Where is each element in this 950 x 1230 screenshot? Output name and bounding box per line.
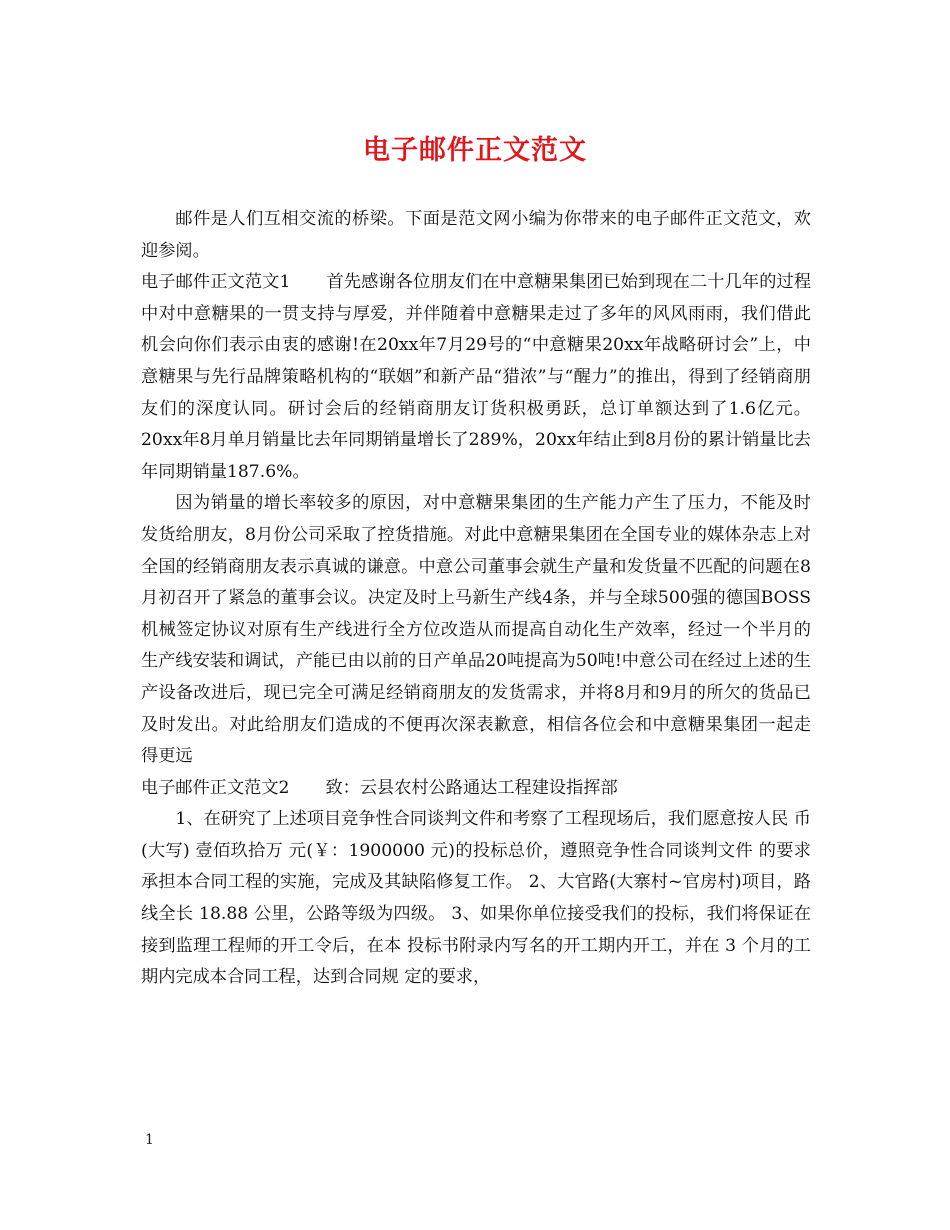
section-1-paragraph-2: 因为销量的增长率较多的原因，对中意糖果集团的生产能力产生了压力，不能及时发货给朋友，8月份公司采取了控货措施。对此中意糖果集团在全国专业的媒体杂志上对全国的经销商朋友表示真诚的谦意。中意公司董事会就生产量和发货量不匹配的问题在8月初召开了紧急的董事会议。决定及时上马新生产线4条，并与全球500强的德国BOSS机械签定协议对原有生产线进行全方位改造从而提高自动化生产效率，经过一个半月的生产线安装和调试，产能已由以前的日产单品20吨提高为50吨!中意公司在经过上述的生产设备改进后，现已完全可满足经销商朋友的发货需求，并将8月和9月的所欠的货品已及时发出。对此给朋友们造成的不便再次深表歉意，相信各位会和中意糖果集团一起走得更远 [141,493,811,767]
section-1-heading: 电子邮件正文范文1 [141,272,291,293]
document-title: 电子邮件正文范文 [363,135,587,166]
section-1-paragraph [141,267,811,488]
section-2-heading: 电子邮件正文范文2 [141,777,290,798]
section-1-text: 首先感谢各位朋友们在中意糖果集团已始到现在二十几年的过程中对中意糖果的一贯支持与厚爱，并伴随着中意糖果走过了多年的风风雨雨，我们借此机会向你们表示由衷的感谢!在20xx年7月29号的“中意糖果20xx年战略研讨会”上，中意糖果与先行品牌策略机构的“联姻”和新产品“猎浓”与“醒力”的推出，得到了经销商朋友们的深度认同。研讨会后的经销商朋友订货积极勇跃，总订单额达到了1.6亿元。20xx年8月单月销量比去年同期销量增长了289%，20xx年结止到8月份的累计销量比去年同期销量187.6%。 [141,272,812,482]
page-number: 1 [145,1132,154,1148]
section-2-paragraph-2: 1、在研究了上述项目竞争性合同谈判文件和考察了工程现场后，我们愿意按人民 币(大写) 壹佰玖拾万 元(￥：1900000 元)的投标总价，遵照竞争性合同谈判文件 的要求承担本合同工程的实施，完成及其缺陷修复工作。 2、大官路(大寨村~官房村)项目，路线全长 18.88 公里，公路等级为四级。 3、如果你单位接受我们的投标，我们将保证在接到监理工程师的开工令后，在本 投标书附录内写名的开工期内开工，并在 3 个月的工期内完成本合同工程，达到合同规 定的要求， [141,809,811,988]
section-2-addressee: 致：云县农村公路通达工程建设指挥部 [325,777,618,798]
intro-paragraph: 邮件是人们互相交流的桥梁。下面是范文网小编为你带来的电子邮件正文范文，欢迎参阅。 [141,209,811,261]
document-body [141,204,811,994]
section-2-paragraph [141,773,811,805]
